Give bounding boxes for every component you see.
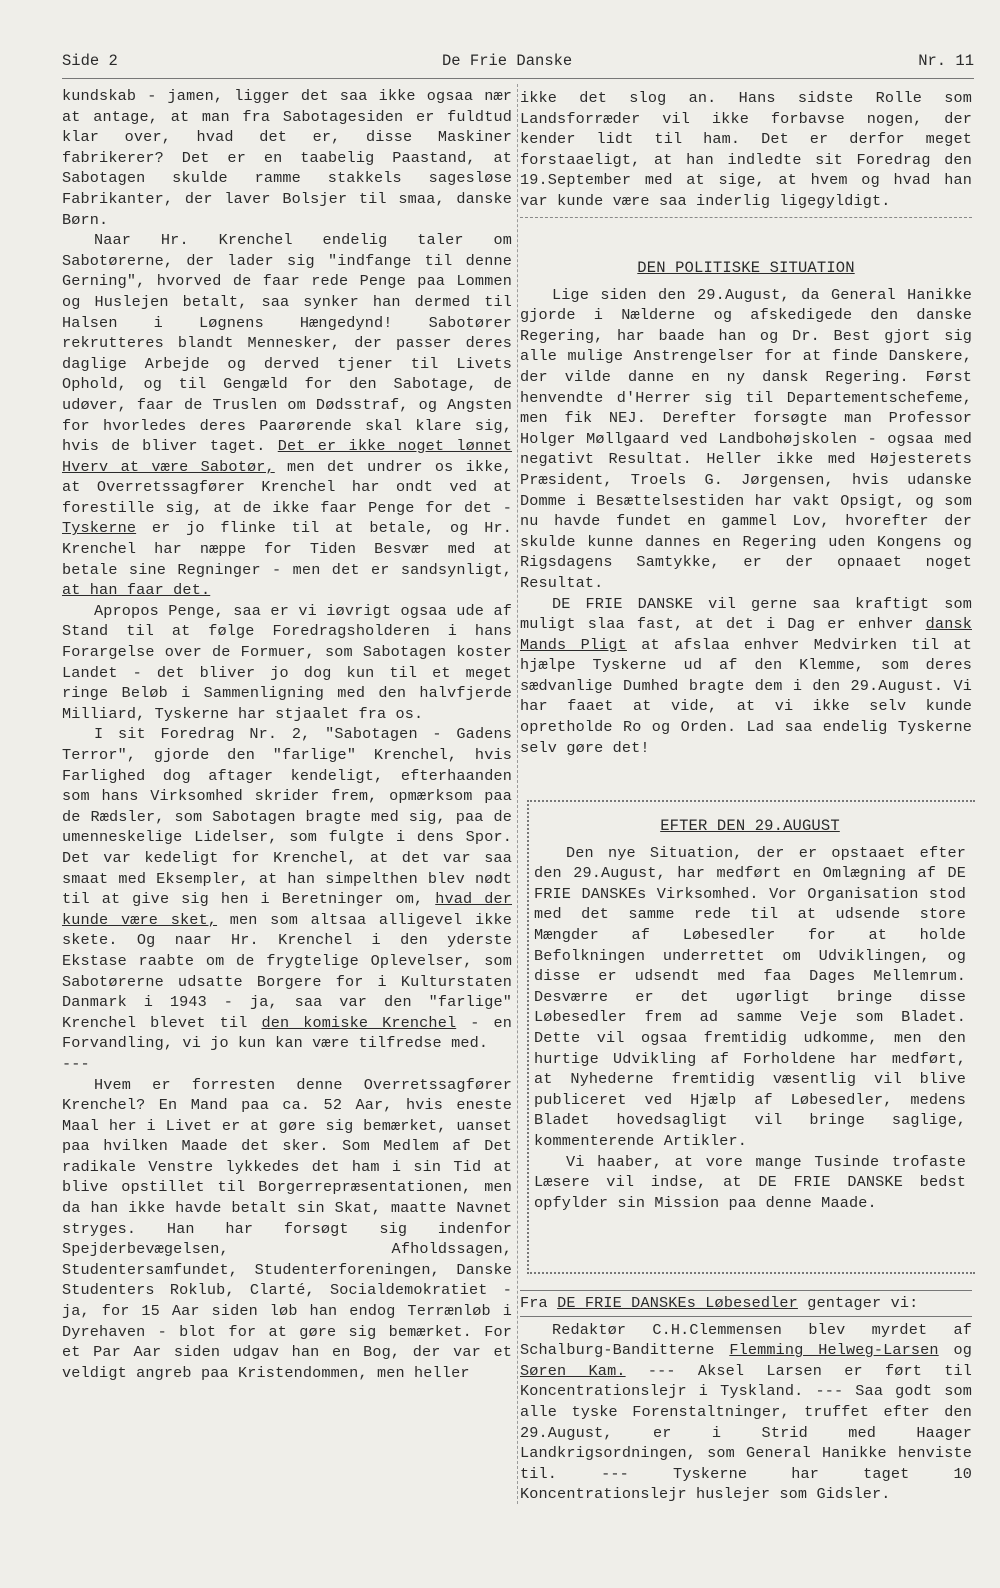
section-after-august bbox=[534, 812, 966, 1213]
section-political-situation bbox=[520, 254, 972, 758]
underlined-text: den komiske Krenchel bbox=[261, 1013, 457, 1032]
underlined-text: at han faar det. bbox=[62, 581, 211, 600]
underlined-text: Søren Kam. bbox=[520, 1361, 626, 1380]
header-rule bbox=[62, 78, 974, 79]
section-title-text: EFTER DEN 29.AUGUST bbox=[660, 817, 840, 835]
paragraph: kundskab - jamen, ligger det saa ikke ogsaa nær at antage, at man fra Sabotagesiden er fuldtud klar over, hvad det er, disse Maskiner fabrikerer? Det er en taabelig Paastand, at Sabotagen skulde ramme stakkels sagesløse Fabrikanter, der laver Bolsjer til smaa, danske Børn. bbox=[62, 87, 512, 229]
text-run: I sit Foredrag Nr. 2, "Sabotagen - Gadens Terror", gjorde den "farlige" Krenchel, hvis Farlighed dog aftager kendeligt, efterhaanden som hans Virksomhed skrider frem, opmærksom paa de Rædsler, som Sabotagen bragte med sig, paa de umenneskelige Lidelser, som fulgte i dens Spor. Det var kedeligt for Krenchel, at det var saa smaat med Eksempler, at han simpelthen blev nødt til at give sig hen i Beretninger om, bbox=[62, 725, 512, 909]
paragraph bbox=[62, 724, 512, 1054]
text-run: og bbox=[938, 1341, 973, 1360]
left-column bbox=[62, 86, 512, 1383]
page-header bbox=[62, 52, 974, 80]
page-number: Side 2 bbox=[62, 52, 118, 70]
text-run: men det undrer os ikke, at Overretssagfører Krenchel har ondt ved at forestille sig, at de ikke faar Penge for det - bbox=[62, 457, 512, 517]
section-title bbox=[534, 816, 966, 837]
issue-number: Nr. 11 bbox=[918, 52, 974, 70]
paragraph bbox=[62, 230, 512, 601]
section-lead bbox=[520, 1290, 972, 1317]
column-divider bbox=[517, 84, 518, 1504]
text-run: gentager vi: bbox=[797, 1294, 919, 1312]
text-run: er jo flinke til at betale, og Hr. Krenchel har næppe for Tiden Besvær med at betale sine Regninger - men det er sandsynligt, bbox=[62, 519, 512, 579]
text-run: - en Forvandling, vi jo kun kan være tilfredse med. bbox=[62, 1013, 513, 1053]
text-run: men som altsaa alligevel ikke skete. Og naar Hr. Krenchel i den yderste Ekstase raabte om de frygtelige Oplevelser, som Sabotørerne udsatte Borgere for i Kulturstaten Danmark i 1943 - ja, saa var den "farlige" Krenchel blevet til bbox=[62, 910, 512, 1032]
underlined-text: Tyskerne bbox=[62, 519, 137, 538]
paragraph bbox=[520, 1320, 972, 1505]
section-leaflets bbox=[520, 1290, 972, 1505]
paragraph: Lige siden den 29.August, da General Hanikke gjorde i Nælderne og afskedigede den danske Regering, har baade han og Dr. Best gjort sig alle mulige Anstrengelser for at finde Danskere, der vilde danne en ny dansk Regering. Først henvendte d'Herrer sig til Departementschefeme, men fik NEJ. Derefter forsøgte man Professor Holger Møllgaard ved Landbohøjskolen - ogsaa med negativt Resultat. Heller ikke med Højesterets Præsident, Troels G. Jørgensen, hvis udanske Domme i Besættelsestiden har vakt Opsigt, og som nu havde fundet en gammel Lov, hvorefter der skulde kunne dannes en Regering uden Kongens og Rigsdagens Samtykke, er der opnaaet noget Resultat. bbox=[520, 285, 972, 592]
text-run: DE FRIE DANSKE vil gerne saa kraftigt som muligt slaa fast, at det i Dag er enhver bbox=[520, 594, 972, 634]
underlined-text: Flemming Helweg-Larsen bbox=[729, 1341, 939, 1360]
underlined-text: DE FRIE DANSKEs Løbesedler bbox=[557, 1294, 798, 1312]
paragraph: Apropos Penge, saa er vi iøvrigt ogsaa ude af Stand til at følge Foredragsholderen i hans Forargelse over de Formuer, som Sabotagen koster Landet - det bliver jo dog kun til et meget ringe Beløb i Sammenligning med den halvfjerde Milliard, Tyskerne har stjaalet fra os. bbox=[62, 601, 512, 723]
text-run: Fra bbox=[520, 1294, 558, 1312]
section-title bbox=[520, 258, 972, 279]
section-title-text: DEN POLITISKE SITUATION bbox=[637, 259, 855, 277]
text-run: at afslaa enhver Medvirken til at hjælpe Tyskerne ud af den Klemme, som deres sædvanlige Dumhed bragte dem i den 29.August. Vi har faaet at vide, at vi ikke selv kunde opretholde Ro og Orden. Lad saa endelig Tyskerne selv gøre det! bbox=[520, 635, 972, 757]
paragraph: Vi haaber, at vore mange Tusinde trofaste Læsere vil indse, at DE FRIE DANSKE bedst opfylder sin Mission paa denne Maade. bbox=[534, 1152, 966, 1212]
divider bbox=[520, 217, 972, 218]
section-separator: --- bbox=[62, 1054, 90, 1073]
paragraph: Den nye Situation, der er opstaaet efter den 29.August, har medført en Omlægning af DE FRIE DANSKEs Virksomhed. Vor Organisation stod med det samme rede til at udsende store Mængder af Løbesedler for at holde Befolkningen underrettet om Udviklingen, og disse er udsendt med faa Dages Mellemrum. Desværre er det ugørligt bringe disse Løbesedler frem ad samme Veje som Bladet. Dette vil ogsaa fremtidig udkomme, men den hurtige Udvikling af Forholdene har medført, at Nyhederne fremtidig væsentlig vil blive publiceret ved Hjælp af Løbesedler, medens Bladet hovedsagligt vil bringe saglige, kommenterende Artikler. bbox=[534, 843, 966, 1150]
text-run: Naar Hr. Krenchel endelig taler om Sabotørerne, der lader sig "indfange til denne Gerning", hvorved de faar rede Penge paa Lommen og Huslejen betalt, saa synker han dermed til Halsen i Løgnens Hængedynd! Sabotører rekrutteres blandt Mennesker, der passer deres daglige Arbejde og derved tjener til Livets Ophold, og til Gengæld for den Sabotage, de udøver, faar de Truslen om Dødsstraf, og Angsten for hvorledes deres Paarørende skal klare sig, hvis de bliver taget. bbox=[62, 231, 512, 456]
underlined-text: dansk Mands Pligt bbox=[520, 615, 972, 654]
paragraph: Hvem er forresten denne Overretssagfører Krenchel? En Mand paa ca. 52 Aar, hvis eneste Maal her i Livet er at gøre sig bemærket, uanset paa hvilken Maade det sker. Som Medlem af Det radikale Venstre lykkedes det ham i sin Tid at blive opstillet til Borgerrepræsentationen, men da han ikke havde betalt sin Skat, maatte Navnet stryges. Han har forsøgt sig indenfor Spejderbevægelsen, Afholdssagen, Studentersamfundet, Studenterforeningen, Danske Studenters Roklub, Clarté, Socialdemokratiet - ja, for 15 Aar siden løb han endog Terrænløb i Dyrehaven - blot for at gøre sig bemærket. For et Par Aar siden udgav han en Bog, der var et veldigt angreb paa Kristendommen, men heller bbox=[62, 1075, 512, 1382]
masthead-title: De Frie Danske bbox=[442, 52, 573, 70]
text-run: --- Aksel Larsen er ført til Koncentrationslejr i Tyskland. --- Saa godt som alle tyske Forenstaltninger, truffet efter den 29.August, er i Strid med Haager Landkrigsordningen, som General Hanikke henviste til. --- Tyskerne har taget 10 Koncentrationslejr huslejer som Gidsler. bbox=[520, 1361, 973, 1504]
paragraph bbox=[520, 594, 972, 759]
underlined-text: hvad der kunde være sket, bbox=[62, 890, 512, 929]
underlined-text: Det er ikke noget lønnet Hverv at være Sabotør, bbox=[62, 437, 513, 476]
paragraph: ikke det slog an. Hans sidste Rolle som Landsforræder vil ikke forbavse nogen, der kender lidt til ham. Det er derfor meget forstaaeligt, at han indledte sit Foredrag den 19.September med at sige, at hvem og hvad han var kunde være saa inderlig ligegyldigt. bbox=[520, 89, 972, 210]
right-column-intro bbox=[520, 88, 972, 222]
text-run: Redaktør C.H.Clemmensen blev myrdet af Schalburg-Banditterne bbox=[520, 1320, 972, 1360]
